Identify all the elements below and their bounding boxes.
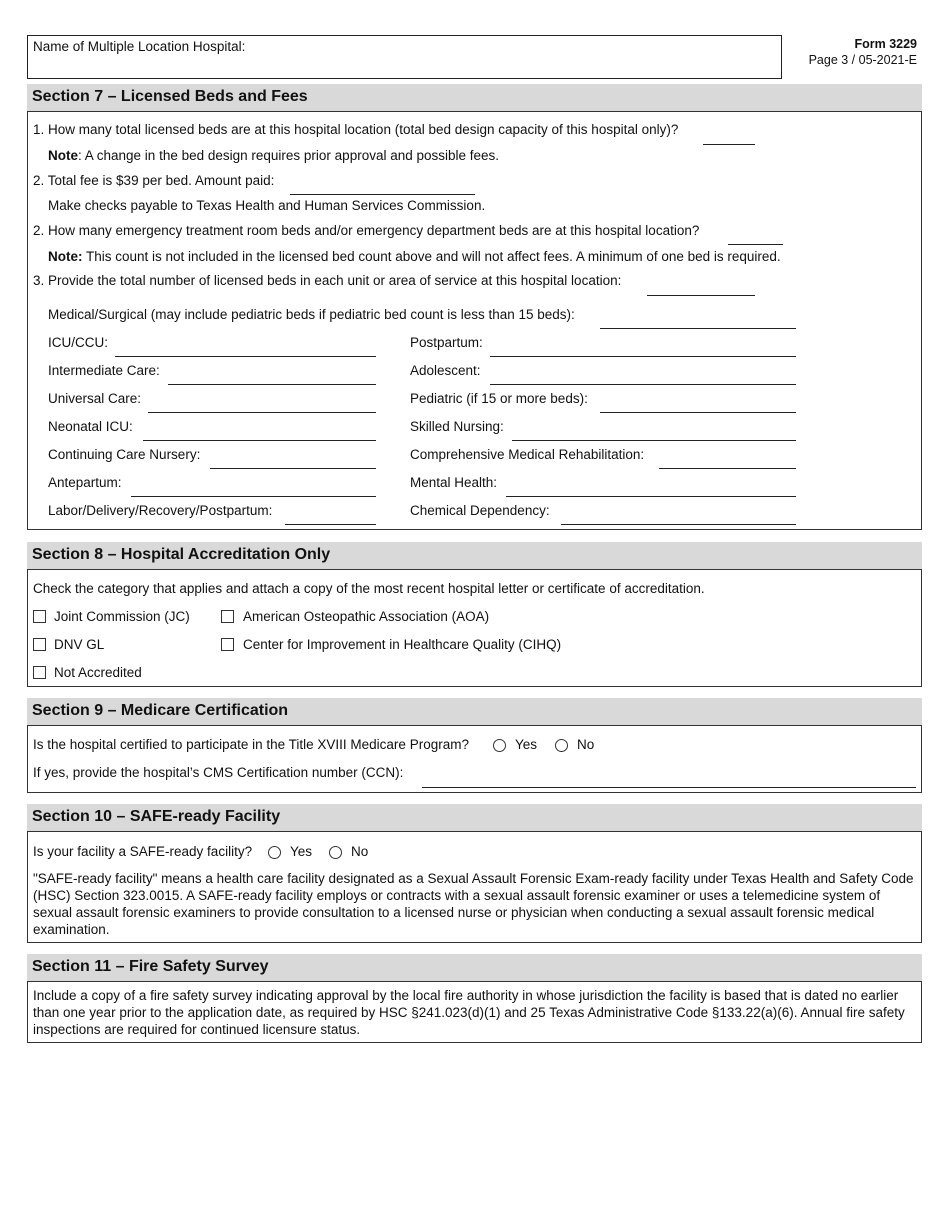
- medicare-question: Is the hospital certified to participate in the Title XVIII Medicare Program?: [33, 737, 469, 752]
- q2-sub: Make checks payable to Texas Health and Human Services Commission.: [48, 198, 486, 213]
- ccn-label: If yes, provide the hospital’s CMS Certification number (CCN):: [33, 765, 404, 780]
- safe-question: Is your facility a SAFE-ready facility?: [33, 844, 253, 859]
- unit-label-adolescent: Adolescent:: [410, 363, 481, 378]
- nursery-field[interactable]: [210, 468, 376, 469]
- safe-no-label: No: [351, 844, 369, 859]
- q3-text: 2. How many emergency treatment room beds and/or emergency department beds are at this hospital location?: [33, 223, 700, 238]
- section-8-header: Section 8 – Hospital Accreditation Only: [27, 542, 922, 569]
- unit-label-antepartum: Antepartum:: [48, 475, 122, 490]
- unit-label-ldrp: Labor/Delivery/Recovery/Postpartum:: [48, 503, 273, 518]
- jc-label: Joint Commission (JC): [54, 609, 190, 624]
- amount-paid-field[interactable]: [290, 194, 475, 195]
- medicare-no-radio[interactable]: [555, 739, 568, 752]
- q1-note: [48, 148, 499, 163]
- unit-label-pediatric: Pediatric (if 15 or more beds):: [410, 391, 588, 406]
- jc-checkbox[interactable]: [33, 610, 46, 623]
- safe-yes-label: Yes: [290, 844, 313, 859]
- form-identifier: [809, 36, 917, 68]
- section-10-header: Section 10 – SAFE-ready Facility: [27, 804, 922, 831]
- unit-label-icu: ICU/CCU:: [48, 335, 108, 350]
- mental-field[interactable]: [506, 496, 796, 497]
- section-9-header: Section 9 – Medicare Certification: [27, 698, 922, 725]
- note-label: Note: [48, 148, 78, 163]
- unit-label-chemical: Chemical Dependency:: [410, 503, 550, 518]
- note-text: : A change in the bed design requires prior approval and possible fees.: [78, 148, 500, 163]
- medicare-yes-radio[interactable]: [493, 739, 506, 752]
- unit-label-mental: Mental Health:: [410, 475, 498, 490]
- universal-field[interactable]: [148, 412, 376, 413]
- q4-text: 3. Provide the total number of licensed beds in each unit or area of service at this hospital location:: [33, 273, 622, 288]
- hospital-name-label: Name of Multiple Location Hospital:: [33, 39, 246, 54]
- medicare-yes-label: Yes: [515, 737, 538, 752]
- pediatric-field[interactable]: [600, 412, 796, 413]
- intermediate-field[interactable]: [168, 384, 376, 385]
- medsurg-label: Medical/Surgical (may include pediatric beds if pediatric bed count is less than 15 beds):: [48, 307, 575, 322]
- medicare-no-label: No: [577, 737, 595, 752]
- dnv-label: DNV GL: [54, 637, 105, 652]
- safe-definition: "SAFE-ready facility" means a health care facility designated as a Sexual Assault Forensic Exam-ready facility under Texas Health and Safety Code (HSC) Section 323.0015. A SAFE-ready facility employs or contracts with a sexual assault forensic examiner or uses a telemedicine system of sexual assault forensic examiners to provide consultation to a licensed nurse or physician when conducting a sexual assault forensic medical examination.: [33, 871, 914, 937]
- q1-text: 1. How many total licensed beds are at this hospital location (total bed design capacity of this hospital only)?: [33, 122, 679, 137]
- emergency-beds-field[interactable]: [728, 244, 783, 245]
- unit-label-postpartum: Postpartum:: [410, 335, 483, 350]
- accreditation-instruction: Check the category that applies and attach a copy of the most recent hospital letter or certificate of accreditation.: [33, 581, 705, 596]
- note-label: Note:: [48, 249, 83, 264]
- aoa-checkbox[interactable]: [221, 610, 234, 623]
- section-7-header: Section 7 – Licensed Beds and Fees: [27, 84, 922, 111]
- page-info: Page 3 / 05-2021-E: [808, 53, 917, 67]
- rehab-field[interactable]: [659, 468, 796, 469]
- cihq-checkbox[interactable]: [221, 638, 234, 651]
- unit-label-universal: Universal Care:: [48, 391, 142, 406]
- unit-label-rehab: Comprehensive Medical Rehabilitation:: [410, 447, 645, 462]
- cihq-label: Center for Improvement in Healthcare Quality (CIHQ): [243, 637, 562, 652]
- safe-no-radio[interactable]: [329, 846, 342, 859]
- note-text: This count is not included in the licensed bed count above and will not affect fees. A minimum of one bed is required.: [82, 249, 781, 264]
- medsurg-field[interactable]: [600, 328, 796, 329]
- safe-yes-radio[interactable]: [268, 846, 281, 859]
- total-beds-field[interactable]: [703, 144, 755, 145]
- adolescent-field[interactable]: [490, 384, 796, 385]
- unit-label-neonatal: Neonatal ICU:: [48, 419, 133, 434]
- skilled-field[interactable]: [512, 440, 796, 441]
- ccn-field[interactable]: [422, 787, 916, 788]
- antepartum-field[interactable]: [131, 496, 376, 497]
- unit-label-intermediate: Intermediate Care:: [48, 363, 160, 378]
- unit-label-skilled: Skilled Nursing:: [410, 419, 504, 434]
- fire-safety-text: Include a copy of a fire safety survey indicating approval by the local fire authority in whose jurisdiction the facility is based that is dated no earlier than one year prior to the application date, as required by HSC §241.023(d)(1) and 25 Texas Administrative Code §133.22(a)(6). Annual fire safety inspections are required for continued licensure status.: [33, 988, 905, 1037]
- ldrp-field[interactable]: [285, 524, 376, 525]
- q3-note: [48, 249, 781, 264]
- not-accredited-label: Not Accredited: [54, 665, 142, 680]
- aoa-label: American Osteopathic Association (AOA): [243, 609, 490, 624]
- icu-field[interactable]: [115, 356, 376, 357]
- form-number: Form 3229: [854, 37, 917, 51]
- neonatal-field[interactable]: [143, 440, 376, 441]
- not-accredited-checkbox[interactable]: [33, 666, 46, 679]
- postpartum-field[interactable]: [490, 356, 796, 357]
- section-11-header: Section 11 – Fire Safety Survey: [27, 954, 922, 981]
- chemical-field[interactable]: [561, 524, 796, 525]
- unit-label-nursery: Continuing Care Nursery:: [48, 447, 201, 462]
- unit-total-field[interactable]: [647, 295, 755, 296]
- section-9-box: [27, 725, 922, 793]
- q2-text: 2. Total fee is $39 per bed. Amount paid:: [33, 173, 275, 188]
- hospital-name-field[interactable]: [27, 35, 782, 79]
- dnv-checkbox[interactable]: [33, 638, 46, 651]
